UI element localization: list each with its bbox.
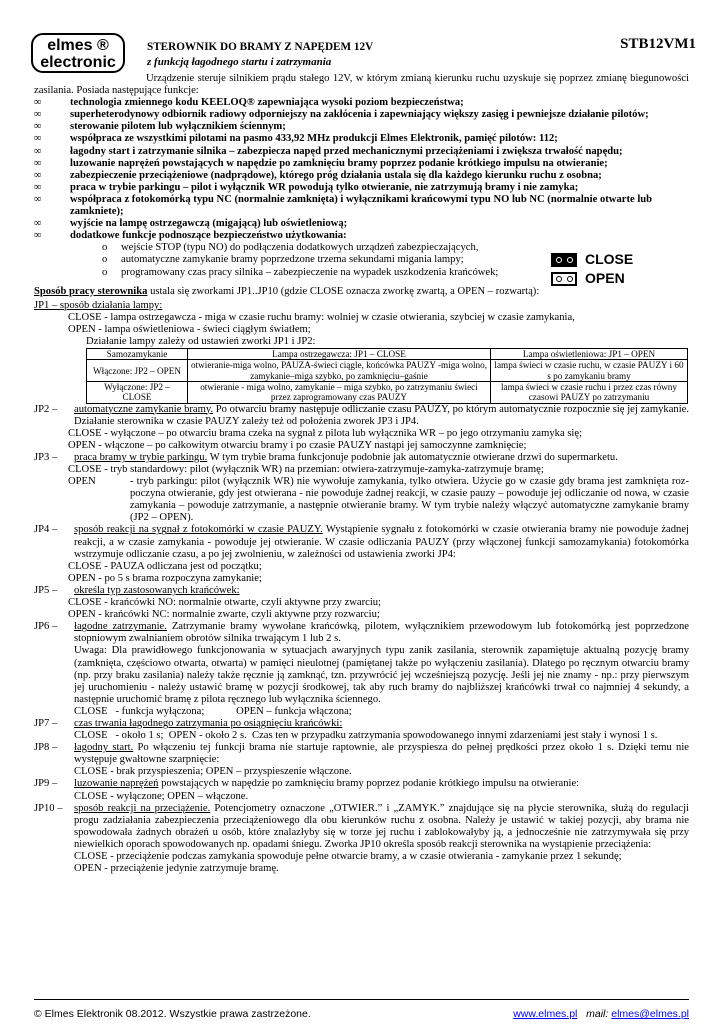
jp1-open: OPEN - lampa oświetleniowa - świeci ciągłym światłem;: [68, 323, 311, 335]
jp3-text: W tym trybie brama funkcjonuje podobnie jak automatycznie otwierane drzwi do supermarketu.: [207, 451, 618, 463]
product-code: STB12VM1: [620, 36, 696, 52]
jp4-key: JP4 –: [34, 524, 58, 536]
feature-text: dodatkowe funkcje podnoszące bezpieczeństwo użytkowania:: [70, 230, 347, 242]
feature-text: sterowanie pilotem lub wyłącznikiem ściennym;: [70, 121, 286, 133]
jp2-open: OPEN - włączone – po całkowitym otwarciu bramy i po czasie PAUZY nastąpi jej samoczynne zamknięcie;: [68, 439, 527, 451]
jp8-options: CLOSE - brak przyspieszenia; OPEN – przyspieszenie włączone.: [74, 766, 352, 778]
mode-heading: [34, 286, 689, 298]
copyright-text: © Elmes Elektronik 08.2012. Wszystkie prawa zastrzeżone.: [34, 1008, 311, 1020]
jp6-section: [34, 621, 689, 645]
mail-label: mail:: [586, 1008, 609, 1020]
feature-list: [34, 97, 689, 242]
document-title: STEROWNIK DO BRAMY Z NAPĘDEM 12V: [147, 41, 374, 53]
table-header: Lampa oświetleniowa: JP1 – OPEN: [491, 349, 688, 360]
table-header-row: [87, 349, 688, 360]
jp9-text: powstających w napędzie po zamknięciu bramy poprzez podanie krótkiego impulsu na otwieranie:: [158, 778, 580, 790]
legend-open-label: OPEN: [585, 270, 625, 287]
intro-paragraph: Urządzenie steruje silnikiem prądu stałego 12V, w którym zmianą kierunku ruchu uzyskuje się poprzez zmianę biegunowości zasilania. Posiada następujące funkcje:: [34, 73, 689, 97]
jp9-title: luzowanie naprężeń: [74, 778, 159, 790]
jp7-key: JP7 –: [34, 717, 58, 729]
sub-feature-item: o wejście STOP (typu NO) do podłączenia dodatkowych urządzeń zabezpieczających,: [34, 242, 521, 254]
feature-item: [34, 97, 689, 109]
document-subtitle: z funkcją łagodnego startu i zatrzymania: [147, 56, 332, 68]
jp10-key: JP10 –: [34, 802, 63, 814]
jp3-key: JP3 –: [34, 451, 58, 463]
jp10-title: sposób reakcji na przeciążenie.: [74, 802, 211, 814]
feature-item: [34, 109, 689, 121]
jp10-close: CLOSE - przeciążenie podczas zamykania spowoduje pełne otwarcie bramy, a w czasie otwierania - zamykanie przez 1 sekundę;: [74, 851, 622, 863]
jp4-open: OPEN - po 5 s brama rozpoczyna zamykanie;: [68, 572, 262, 584]
jp5-section: [34, 585, 689, 597]
sub-feature-item: o automatyczne zamykanie bramy poprzedzone trzema sekundami migania lampy;: [34, 254, 521, 266]
jp7-title: czas trwania łagodnego zatrzymania po osiągnięciu krańcówki:: [74, 717, 343, 729]
jp7-options: CLOSE - około 1 s; OPEN - około 2 s. Czas ten w przypadku zatrzymania spowodowanego innymi zdarzeniami jest stały i wynosi 1 s.: [74, 730, 658, 742]
mode-heading-text: ustala się zworkami JP1..JP10 (gdzie CLOSE oznacza zworkę zwartą, a OPEN – rozwartą):: [147, 285, 540, 297]
feature-item: [34, 218, 689, 230]
feature-text: ;: [554, 133, 558, 145]
sub-feature-item: o programowany czas pracy silnika – zabezpieczenie na wypadek uszkodzenia krańcówek;: [34, 267, 521, 279]
feature-text: zabezpieczenie przeciążeniowe (nadprądowe), którego próg działania ustala się dla każdego kierunku ruchu z osobna;: [70, 169, 602, 181]
jp3-title: praca bramy w trybie parkingu.: [74, 451, 208, 463]
mode-heading-title: Sposób pracy sterownika: [34, 285, 148, 297]
email-link[interactable]: elmes@elmes.pl: [611, 1008, 689, 1020]
feature-text: pamięć pilotów: 112: [464, 133, 555, 145]
sub-feature-list: [34, 242, 689, 278]
jp2-close: CLOSE - wyłączone – po otwarciu brama czeka na sygnał z pilota lub wyłącznika WR – po jego otrzymaniu zamyka się;: [68, 427, 583, 439]
jp3-open-key: OPEN: [68, 476, 96, 488]
jp4-title: sposób reakcji na sygnał z fotokomórki w czasie PAUZY.: [74, 524, 323, 536]
jp3-open: [34, 476, 689, 524]
jp4-close: CLOSE - PAUZA odliczana jest od początku;: [68, 560, 262, 572]
table-cell: Włączone: JP2 – OPEN: [87, 360, 188, 382]
document-body: [34, 73, 689, 875]
table-cell: lampa świeci w czasie ruchu i przez czas równy czasowi PAUZY po zatrzymaniu: [491, 381, 688, 403]
feature-text: praca w trybie parkingu – pilot i wyłącznik WR powodują tylko otwieranie, nie zatrzymują bramy i nie zamyka;: [70, 181, 579, 193]
table-row: [87, 381, 688, 403]
jp3-section: [34, 452, 689, 464]
legend-close-label: CLOSE: [585, 251, 634, 268]
logo-line2: electronic: [40, 54, 116, 71]
feature-text: współpraca ze wszystkimi pilotami na pasmo 433,92 MHz produkcji Elmes Elektronik,: [70, 133, 465, 145]
jp5-key: JP5 –: [34, 584, 58, 596]
table-header: Lampa ostrzegawcza: JP1 – CLOSE: [188, 349, 491, 360]
jp9-key: JP9 –: [34, 778, 58, 790]
feature-item: [34, 170, 689, 182]
table-cell: Wyłączone: JP2 – CLOSE: [87, 381, 188, 403]
jp1-note: Działanie lampy zależy od ustawień zworki JP1 i JP2:: [86, 335, 316, 347]
feature-item: [34, 146, 689, 158]
feature-text: ® zapewniająca wysoki poziom bezpieczeństwa;: [246, 97, 464, 109]
page-footer: [34, 999, 689, 1020]
jp10-section: [34, 803, 689, 851]
jp3-close: CLOSE - tryb standardowy: pilot (wyłącznik WR) na przemian: otwiera-zatrzymuje-zamyka-zatrzymuje bramę;: [68, 464, 544, 476]
feature-text: współpraca z fotokomórką typu NC (normalnie zamknięta) i wyłącznikami krańcowymi typu NO lub NC (normalnie otwarte lub zamkniete);: [70, 193, 653, 218]
jp5-title: określa typ zastosowanych krańcówek:: [74, 584, 240, 596]
jp4-section: [34, 524, 689, 560]
jp6-text: Zatrzymanie bramy wywołane krańcówką, pilotem, wyłącznikiem przewodowym lub fotokomórką jest poprzedzone stopniowym zwalnianiem obrotów silnika trwającym 1 lub 2 s.: [74, 621, 689, 645]
feature-item: [34, 230, 689, 242]
jp6-options: CLOSE - funkcja wyłączona; OPEN – funkcja włączona;: [74, 705, 352, 717]
table-cell: lampa świeci w czasie ruchu, w czasie PAUZY i 60 s po zamykaniu bramy: [491, 360, 688, 382]
jp9-section: [34, 778, 689, 790]
jp6-note: Uwaga: Dla prawidłowego funkcjonowania w sytuacjach awaryjnych typu zanik zasilania, sterownik zapamiętuje aktualną pozycję bramy (zamknięta, częściowo otwarta, otwarta) w pamięci nieulotnej (pamiętanej także po wyłączeniu zasilania). Dlatego po ręcznym otwarciu bramy (np. przy braku zasilania) należy także ręcznie ją zamknąć, tzn. przywrócić jej wcześniejszą pozycję. Jeśli jej nie znamy - np.: przy pierwszym jej uruchomieniu - należy ustawić bramę w pozycji środkowej, tak aby ruch bramy do najbliższej krańcówki trwał co najmniej 4 sekundy, a następnie uruchomić bramę z pilota ręcznego lub wyłącznika ściennego.: [74, 645, 689, 705]
lamp-table: [86, 348, 688, 403]
jp2-text: Po otwarciu bramy następuje odliczanie czasu PAUZY, po którym automatycznie rozpocznie się jej zamykanie. Działanie sterownika w czasie PAUZY zależy też od położenia zworek JP3 i JP4.: [74, 403, 689, 427]
jp1-close: CLOSE - lampa ostrzegawcza - miga w czasie ruchu bramy: wolniej w czasie otwierania, szybciej w czasie zamykania,: [68, 311, 575, 323]
jp4-text: Wystąpienie sygnału z fotokomórki w czasie otwierania bramy nie powoduje żadnej reakcji, a w czasie zamykania - powoduje jej otwieranie. W czasie odliczania PAUZY (przy włączonej funkcji samozamykania) fotokomórka wstrzymuje odliczanie czasu, a po jej zwolnieniu, w zależności od ustawienia zworki JP4:: [74, 524, 689, 560]
feature-text: luzowanie naprężeń powstających w napędzie po zamknięciu bramy poprzez podanie krótkiego impulsu na otwieranie;: [70, 157, 608, 169]
footer-contact: [513, 1008, 689, 1020]
jp5-close: CLOSE - krańcówki NO: normalnie otwarte, czyli aktywne przy zwarciu;: [68, 597, 382, 609]
jp8-key: JP8 –: [34, 742, 58, 754]
jp7-section: [34, 718, 689, 730]
feature-text: odporniejszy na zakłócenia i zapewniający większy zasięg i pewniejsze działanie pilotów;: [246, 109, 649, 121]
jp6-title: łagodne zatrzymanie.: [74, 621, 167, 633]
jp9-options: CLOSE - wyłączone; OPEN – włączone.: [74, 790, 249, 802]
feature-item: [34, 182, 689, 194]
table-cell: otwieranie-miga wolno, PAUZA-świeci ciągle, końcówka PAUZY -miga wolno, zamykanie–miga szybko, po zamknięciu–gaśnie: [188, 360, 491, 382]
feature-text: łagodny start i zatrzymanie silnika: [70, 145, 227, 157]
feature-item: [34, 158, 689, 170]
jp5-open: OPEN - krańcówki NC: normalnie zwarte, czyli aktywne przy rozwarciu;: [68, 609, 380, 621]
website-link[interactable]: www.elmes.pl: [513, 1008, 578, 1020]
feature-text: wyjście na lampę ostrzegawczą (migającą) lub oświetleniową;: [70, 218, 348, 230]
jp10-open: OPEN - przeciążenie jedynie zatrzymuje bramę.: [74, 863, 279, 875]
jp1-heading: JP1 – sposób działania lampy:: [34, 299, 163, 311]
feature-item: [34, 133, 689, 145]
jp2-key: JP2 –: [34, 403, 58, 415]
jp10-text: Potencjometry oznaczone „OTWIER.” i „ZAMYK.” znajdujące się na płycie sterownika, służą do regulacji progu zadziałania zabezpieczenia przeciążeniowego dla obu kierunków ruchu z osobna. Należy je ustawić w takiej pozycji, aby brama nie spowodowała żadnych obrażeń u osób, które znalazłyby się w torze jej ruchu i zablokowałyby ją, a jednocześnie nie zatrzymywała się przy niewielkich oporach spowodowanych np. opadami śniegu. Zworka JP10 określa sposób reakcji sterownika na wystąpienie przeciążenia:: [74, 802, 689, 850]
feature-item: [34, 194, 689, 218]
jp2-section: [34, 404, 689, 428]
feature-item: [34, 121, 689, 133]
table-row: [87, 360, 688, 382]
jp3-open-text: - tryb parkingu: pilot (wyłącznik WR) nie wywołuje zamykania, tylko otwiera. Użycie go w czasie gdy brama jest zamknięta rozpoczyna otwieranie, gdy jest otwierana - nie powoduje żadnej reakcji, w czasie pauzy – powoduje jej odliczanie od nowa, w czasie zamykania – powoduje zatrzymanie, a następnie otwieranie bramy. W tym trybie należy włączyć automatyczne zamykanie bramy (JP2 – OPEN).: [130, 476, 689, 524]
jp8-title: łagodny start.: [74, 742, 134, 754]
table-header: Samozamykanie: [87, 349, 188, 360]
feature-text: technologia zmiennego kodu KEELOQ: [70, 97, 247, 109]
feature-text: superheterodynowy odbiornik radiowy: [70, 109, 247, 121]
jp6-key: JP6 –: [34, 621, 58, 633]
table-cell: otwieranie - miga wolno, zamykanie – miga szybko, po zatrzymaniu świeci przez zaprogramowany czas PAUZY: [188, 381, 491, 403]
jp8-text: Po włączeniu tej funkcji brama nie startuje raptownie, ale przyspiesza do pełnej prędkości przez około 1 s. Dzięki temu nie występuje gwałtowne szarpnięcie:: [74, 742, 689, 766]
feature-text: – zabezpiecza napęd przed mechanicznymi przeciążeniami i zwiększa trwałość napędu;: [226, 145, 623, 157]
logo-line1: elmes ®: [47, 37, 109, 54]
jp8-section: [34, 742, 689, 766]
jp2-title: automatyczne zamykanie bramy.: [74, 403, 214, 415]
elmes-logo: [31, 33, 125, 73]
